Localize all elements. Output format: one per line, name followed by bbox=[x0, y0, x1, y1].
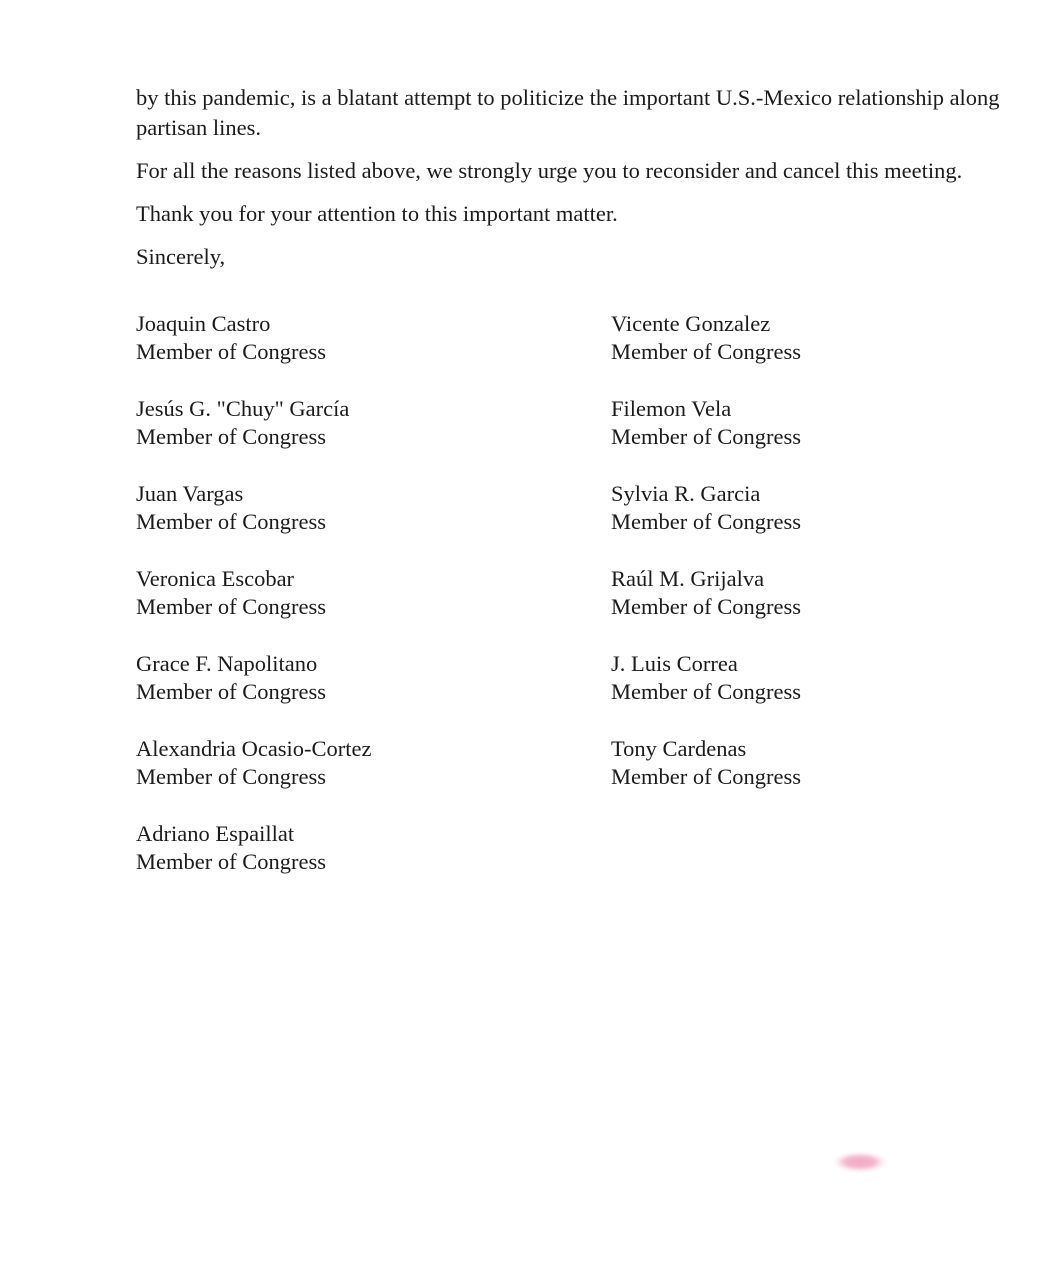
signer-name: Juan Vargas bbox=[136, 481, 244, 506]
pink-highlighter-mark bbox=[833, 1152, 887, 1172]
signer-title: Member of Congress bbox=[611, 423, 801, 449]
paragraph-urge-cancel: For all the reasons listed above, we strongly urge you to reconsider and cancel this meeting. bbox=[136, 158, 963, 183]
signer-title: Member of Congress bbox=[136, 593, 326, 619]
signature-block bbox=[136, 565, 611, 650]
signature-block bbox=[136, 820, 611, 905]
signer-name: Alexandria Ocasio-Cortez bbox=[136, 736, 372, 761]
signature-column-right bbox=[611, 310, 1053, 905]
paragraph-politicize: by this pandemic, is a blatant attempt to politicize the important U.S.-Mexico relationship along partisan lines. bbox=[136, 85, 1000, 140]
signer-title: Member of Congress bbox=[611, 508, 801, 534]
signer-name: Adriano Espaillat bbox=[136, 821, 295, 846]
letter-content bbox=[136, 83, 1053, 905]
signer-name: Joaquin Castro bbox=[136, 311, 271, 336]
signer-title: Member of Congress bbox=[611, 678, 801, 704]
signer-title: Member of Congress bbox=[136, 338, 326, 364]
signature-block bbox=[136, 310, 611, 395]
signature-block bbox=[611, 310, 1053, 395]
signer-title: Member of Congress bbox=[136, 763, 326, 789]
signature-grid bbox=[136, 310, 1053, 905]
signer-title: Member of Congress bbox=[611, 763, 801, 789]
signer-title: Member of Congress bbox=[611, 593, 801, 619]
signer-title: Member of Congress bbox=[136, 848, 326, 874]
signer-name: Jesús G. "Chuy" García bbox=[136, 396, 350, 421]
signature-block bbox=[136, 735, 611, 820]
signer-name: Tony Cardenas bbox=[611, 736, 747, 761]
signer-name: Grace F. Napolitano bbox=[136, 651, 318, 676]
signature-block bbox=[611, 735, 1053, 820]
signature-block bbox=[136, 395, 611, 480]
paragraph-thank-you: Thank you for your attention to this important matter. bbox=[136, 201, 618, 226]
signature-block bbox=[136, 480, 611, 565]
signer-name: Vicente Gonzalez bbox=[611, 311, 771, 336]
signer-name: Veronica Escobar bbox=[136, 566, 295, 591]
signer-name: Raúl M. Grijalva bbox=[611, 566, 765, 591]
signature-block bbox=[136, 650, 611, 735]
signature-column-left bbox=[136, 310, 611, 905]
signature-block bbox=[611, 480, 1053, 565]
signature-block bbox=[611, 395, 1053, 480]
signer-title: Member of Congress bbox=[611, 338, 801, 364]
signer-name: J. Luis Correa bbox=[611, 651, 738, 676]
signer-name: Sylvia R. Garcia bbox=[611, 481, 761, 506]
signer-title: Member of Congress bbox=[136, 678, 326, 704]
closing-sincerely: Sincerely, bbox=[136, 244, 226, 269]
signature-block bbox=[611, 650, 1053, 735]
signer-title: Member of Congress bbox=[136, 423, 326, 449]
signer-title: Member of Congress bbox=[136, 508, 326, 534]
signature-block bbox=[611, 565, 1053, 650]
signer-name: Filemon Vela bbox=[611, 396, 732, 421]
